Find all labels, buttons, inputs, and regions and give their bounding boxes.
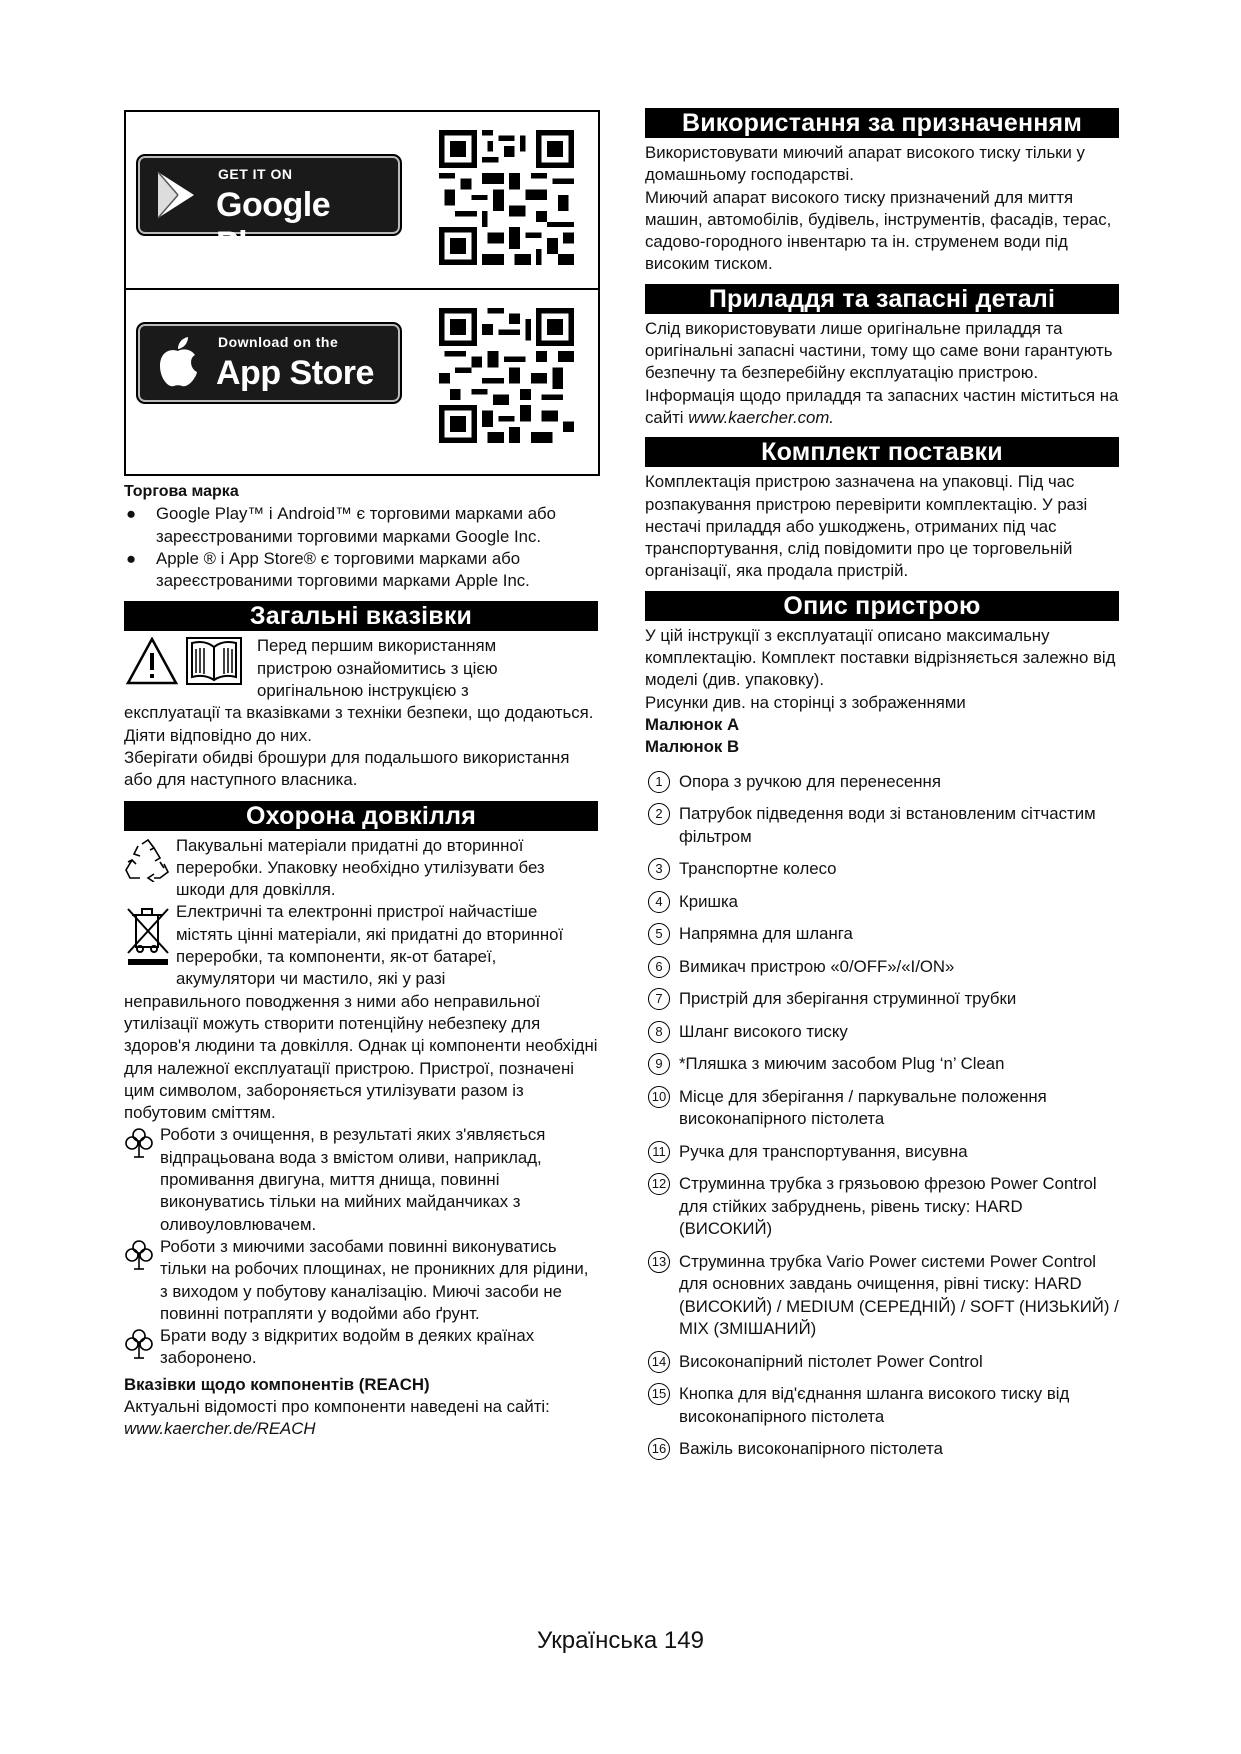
item-number: 6 — [648, 956, 670, 978]
item-text: Шланг високого тиску — [679, 1021, 848, 1041]
eco-note-text: Роботи з миючими засобами повинні виконуватись тільки на робочих площинах, не проникних для рідини, з виходом у побутову каналізацію. Миючі засоби не повинні потрапляти у водойми або ґрунт. — [160, 1236, 589, 1323]
parts-list-item — [645, 1141, 1119, 1164]
item-number: 16 — [648, 1438, 670, 1460]
parts-list-item — [645, 956, 1119, 979]
item-text: Ручка для транспортування, висувна — [679, 1141, 968, 1161]
item-number: 8 — [648, 1021, 670, 1043]
weee-bin-icon — [126, 905, 170, 967]
eco-note-text: Роботи з очищення, в результаті яких з'являється відпрацьована вода з вмістом оливи, наприклад, промивання двигуна, миття днища, повинні виконуватись тільки на мийних майданчиках з оливоуловлювачем. — [160, 1125, 546, 1234]
item-text: Кришка — [679, 891, 738, 911]
weee-text: Електричні та електронні пристрої найчастіше містять цінні матеріали, які придатні до вторинної переробки, та компоненти, як-от батареї, акумулятори чи мастило, які у разі — [176, 902, 564, 989]
parts-list-item — [645, 1053, 1119, 1076]
general-text-line: Перед першим використанням — [257, 636, 497, 656]
accessories-heading: Приладдя та запасні деталі — [645, 284, 1119, 314]
right-column — [645, 108, 1119, 1471]
google-play-large-text: Google Play — [216, 186, 331, 263]
parts-list-item — [645, 1173, 1119, 1241]
accessories-p1: Слід використовувати лише оригінальне приладдя та оригінальні запасні частини, тому що саме вони гарантують безпечну та безперебійну експлуатацію пристрою. — [645, 318, 1113, 383]
general-text-line: оригінальною інструкцією з — [257, 681, 469, 701]
parts-list-item — [645, 1021, 1119, 1044]
parts-list-item — [645, 1438, 1119, 1461]
accessories-p2 — [645, 385, 1119, 430]
parts-list-item — [645, 1351, 1119, 1374]
figure-a-label: Малюнок A — [645, 714, 740, 734]
delivery-p1: Комплектація пристрою зазначена на упаковці. Під час розпакування пристрою перевірити комплектацію. У разі нестачі приладдя або ушкоджень, отриманих під час транспортування, слід повідомити про це торговельній організації, яка продала пристрій. — [645, 472, 1088, 581]
trademark-heading: Торгова марка — [124, 483, 239, 500]
tree-icon — [124, 1327, 154, 1359]
trademark-item-text: Google Play™ і Android™ є торговими марками або зареєстрованими торговими марками Google Inc. — [156, 504, 556, 546]
description-p1: У цій інструкції з експлуатації описано максимальну комплектацію. Комплект поставки відрізняється залежно від моделі (див. упаковку). — [645, 625, 1116, 690]
manual-book-icon — [186, 637, 242, 685]
item-number: 5 — [648, 923, 670, 945]
parts-list-item — [645, 858, 1119, 881]
general-text-line: пристрою ознайомитись з цією — [257, 658, 498, 678]
item-text: Напрямна для шланга — [679, 924, 853, 944]
item-text: Важіль високонапірного пістолета — [679, 1439, 943, 1459]
reach-text — [124, 1396, 598, 1441]
google-play-icon — [154, 170, 200, 220]
item-number: 1 — [648, 771, 670, 793]
parts-list — [645, 771, 1119, 1461]
intended-use-p1: Використовувати миючий апарат високого тиску тільки у домашньому господарстві. — [645, 143, 1085, 185]
item-text: Місце для зберігання / паркувальне положення високонапірного пістолета — [679, 1086, 1047, 1129]
general-heading: Загальні вказівки — [124, 601, 598, 631]
figure-b-label: Малюнок B — [645, 737, 740, 757]
reach-text-body: Актуальні відомості про компоненти наведені на сайті: — [124, 1396, 550, 1416]
qr-code-apple-icon[interactable] — [439, 308, 574, 443]
intended-use-heading: Використання за призначенням — [645, 108, 1119, 138]
item-number: 7 — [648, 988, 670, 1010]
item-number: 10 — [648, 1086, 670, 1108]
parts-list-item — [645, 923, 1119, 946]
environment-heading: Охорона довкілля — [124, 801, 598, 831]
parts-list-item — [645, 1383, 1119, 1428]
item-text: Струминна трубка Vario Power системи Power Control для основних завдань очищення, рівні тиску: HARD (ВИСОКИЙ) / MEDIUM (СЕРЕДНІЙ) / SOFT (НИЗЬКИЙ) / MIX (ЗМІШАНИЙ) — [679, 1251, 1119, 1339]
kaercher-link[interactable]: www.kaercher.com. — [688, 407, 834, 427]
item-text: *Пляшка з миючим засобом Plug ‘n’ Clean — [679, 1054, 1005, 1074]
footer-language: Українська — [537, 1627, 658, 1654]
qr-code-google-icon[interactable] — [439, 130, 574, 265]
description-heading: Опис пристрою — [645, 591, 1119, 621]
recycle-text: Пакувальні матеріали придатні до вторинної переробки. Упаковку необхідно утилізувати без шкоди для довкілля. — [176, 835, 545, 900]
parts-list-item — [645, 803, 1119, 848]
item-number: 9 — [648, 1053, 670, 1075]
page-number: 149 — [663, 1627, 704, 1654]
app-store-box — [124, 110, 600, 476]
parts-list-item — [645, 988, 1119, 1011]
environment-text — [124, 835, 598, 1441]
page-footer — [0, 1627, 1241, 1655]
item-text: Патрубок підведення води зі встановленим сітчастим фільтром — [679, 804, 1096, 846]
left-column — [124, 110, 598, 1441]
trademark-item: ● Apple ® і App Store® є торговими марками або зареєстрованими торговими марками Apple Inc. — [126, 548, 530, 591]
item-number: 14 — [648, 1351, 670, 1373]
google-play-badge[interactable] — [136, 154, 402, 263]
item-text: Транспортне колесо — [679, 859, 837, 879]
eco-note-2 — [124, 1236, 598, 1325]
reach-link[interactable]: www.kaercher.de/REACH — [124, 1419, 316, 1439]
item-text: Струминна трубка з грязьовою фрезою Power Control для стійких забруднень, рівень тиску: HARD (ВИСОКИЙ) — [679, 1174, 1097, 1239]
app-store-small-text: Download on the — [218, 334, 339, 350]
parts-list-item — [645, 1251, 1119, 1341]
app-store-badge[interactable] — [136, 322, 402, 404]
item-text: Вимикач пристрою «0/OFF»/«I/ON» — [679, 956, 955, 976]
parts-list-item — [645, 891, 1119, 914]
item-text: Пристрій для зберігання струминної трубки — [679, 989, 1017, 1009]
item-text: Опора з ручкою для перенесення — [679, 771, 941, 791]
trademark-item-text: Apple ® і App Store® є торговими марками або зареєстрованими торговими марками Apple Inc. — [156, 548, 530, 591]
item-number: 4 — [648, 891, 670, 913]
tree-icon — [124, 1238, 154, 1270]
item-number: 13 — [648, 1251, 670, 1273]
delivery-heading: Комплект поставки — [645, 437, 1119, 467]
item-text: Кнопка для від'єднання шланга високого тиску від високонапірного пістолета — [679, 1384, 1070, 1426]
item-text: Високонапірний пістолет Power Control — [679, 1351, 983, 1371]
store-separator — [126, 288, 598, 290]
recycle-icon — [124, 838, 172, 882]
item-number: 15 — [648, 1383, 670, 1405]
item-number: 11 — [648, 1141, 670, 1163]
intended-use-p2: Миючий апарат високого тиску призначений для миття машин, автомобілів, будівель, інструментів, фасадів, терас, садово-городного інвентарю та ін. струменем води під високим тиском. — [645, 187, 1112, 274]
tree-icon — [124, 1126, 154, 1158]
item-number: 12 — [648, 1173, 670, 1195]
apple-icon — [156, 336, 200, 388]
eco-note-3 — [124, 1325, 598, 1370]
trademark-item: ● Google Play™ і Android™ є торговими марками або зареєстрованими торговими марками Google Inc. — [126, 504, 556, 546]
item-number: 3 — [648, 858, 670, 880]
weee-text-cont: неправильного поводження з ними або неправильної утилізації можуть створити потенційну небезпеку для здоров'я людини та довкілля. Однак ці компоненти необхідні для належної експлуатації пристрою. Пристрої, позначені цим символом, забороняється утилізувати разом із побутовим сміттям. — [124, 991, 598, 1123]
eco-note-text: Брати воду з відкритих водойм в деяких країнах заборонено. — [160, 1326, 535, 1368]
eco-note-1 — [124, 1124, 598, 1235]
parts-list-item — [645, 771, 1119, 794]
general-text-line: експлуатації та вказівками з техніки безпеки, що додаються. Діяти відповідно до них. — [124, 703, 594, 745]
accessories-p2-text: Інформація щодо приладдя та запасних частин міститься на сайті — [645, 385, 1119, 427]
description-p2: Рисунки див. на сторінці з зображеннями — [645, 692, 966, 712]
reach-heading: Вказівки щодо компонентів (REACH) — [124, 1374, 430, 1394]
general-text-line: Зберігати обидві брошури для подальшого використання або для наступного власника. — [124, 747, 570, 790]
app-store-large-text: App Store — [216, 354, 374, 392]
warning-icon — [126, 637, 178, 685]
general-text — [124, 635, 598, 791]
parts-list-item — [645, 1086, 1119, 1131]
item-number: 2 — [648, 803, 670, 825]
google-play-small-text: GET IT ON — [218, 166, 293, 182]
